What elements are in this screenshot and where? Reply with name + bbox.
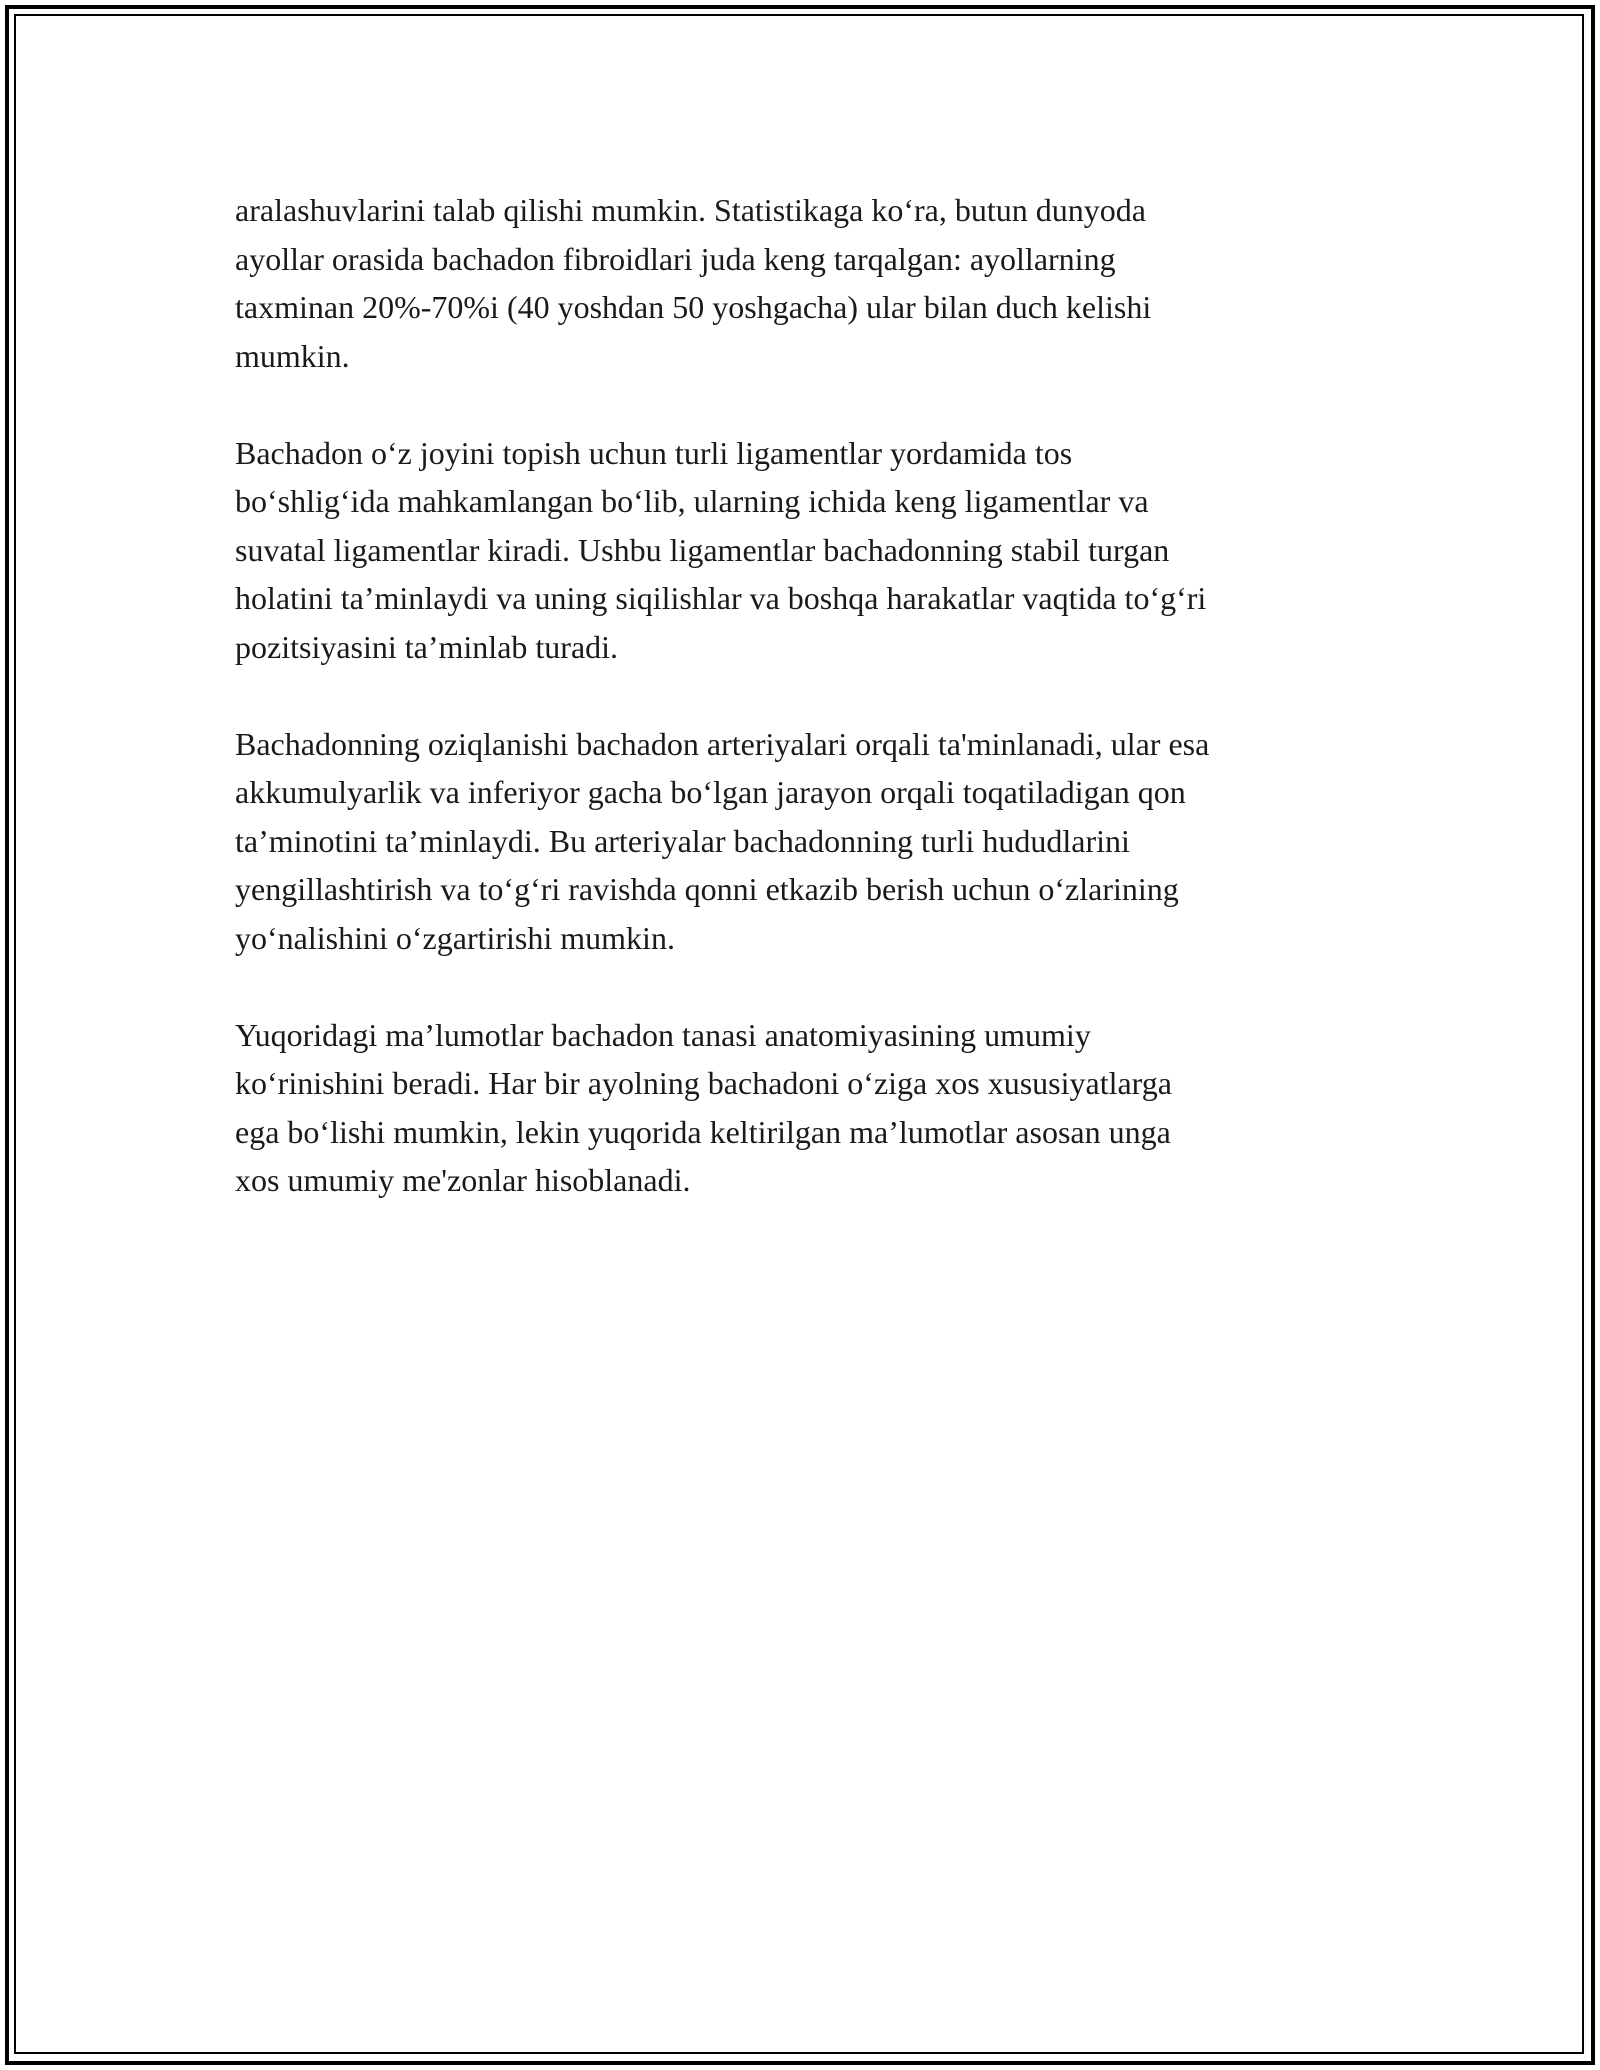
- paragraph-3: Bachadonning oziqlanishi bachadon arteriyalari orqali ta'minlanadi, ular esa akkumulyarlik va inferiyor gacha boʻlgan jarayon orqali toqatiladigan qon ta’minotini ta’minlaydi. Bu arteriyalar bachadonning turli hududlarini yengillashtirish va toʻgʻri ravishda qonni etkazib berish uchun oʻzlarining yoʻnalishini oʻzgartirishi mumkin.: [235, 725, 1210, 956]
- paragraph-1: aralashuvlarini talab qilishi mumkin. Statistikaga koʻra, butun dunyoda ayollar orasida bachadon fibroidlari juda keng tarqalgan: ayollarning taxminan 20%-70%i (40 yoshdan 50 yoshgacha) ular bilan duch kelishi mumkin.: [235, 192, 1152, 374]
- paragraph-2: Bachadon oʻz joyini topish uchun turli ligamentlar yordamida tos boʻshligʻida mahkamlangan boʻlib, ularning ichida keng ligamentlar va suvatal ligamentlar kiradi. Ushbu ligamentlar bachadonning stabil turgan holatini ta’minlaydi va uning siqilishlar va boshqa harakatlar vaqtida toʻgʻri pozitsiyasini ta’minlab turadi.: [235, 434, 1207, 665]
- paragraph-4: Yuqoridagi ma’lumotlar bachadon tanasi anatomiyasining umumiy koʻrinishini beradi. Har bir ayolning bachadoni oʻziga xos xususiyatlarga ega boʻlishi mumkin, lekin yuqorida keltirilgan ma’lumotlar asosan unga xos umumiy me'zonlar hisoblanadi.: [235, 1016, 1172, 1198]
- document-body: [235, 186, 1375, 1253]
